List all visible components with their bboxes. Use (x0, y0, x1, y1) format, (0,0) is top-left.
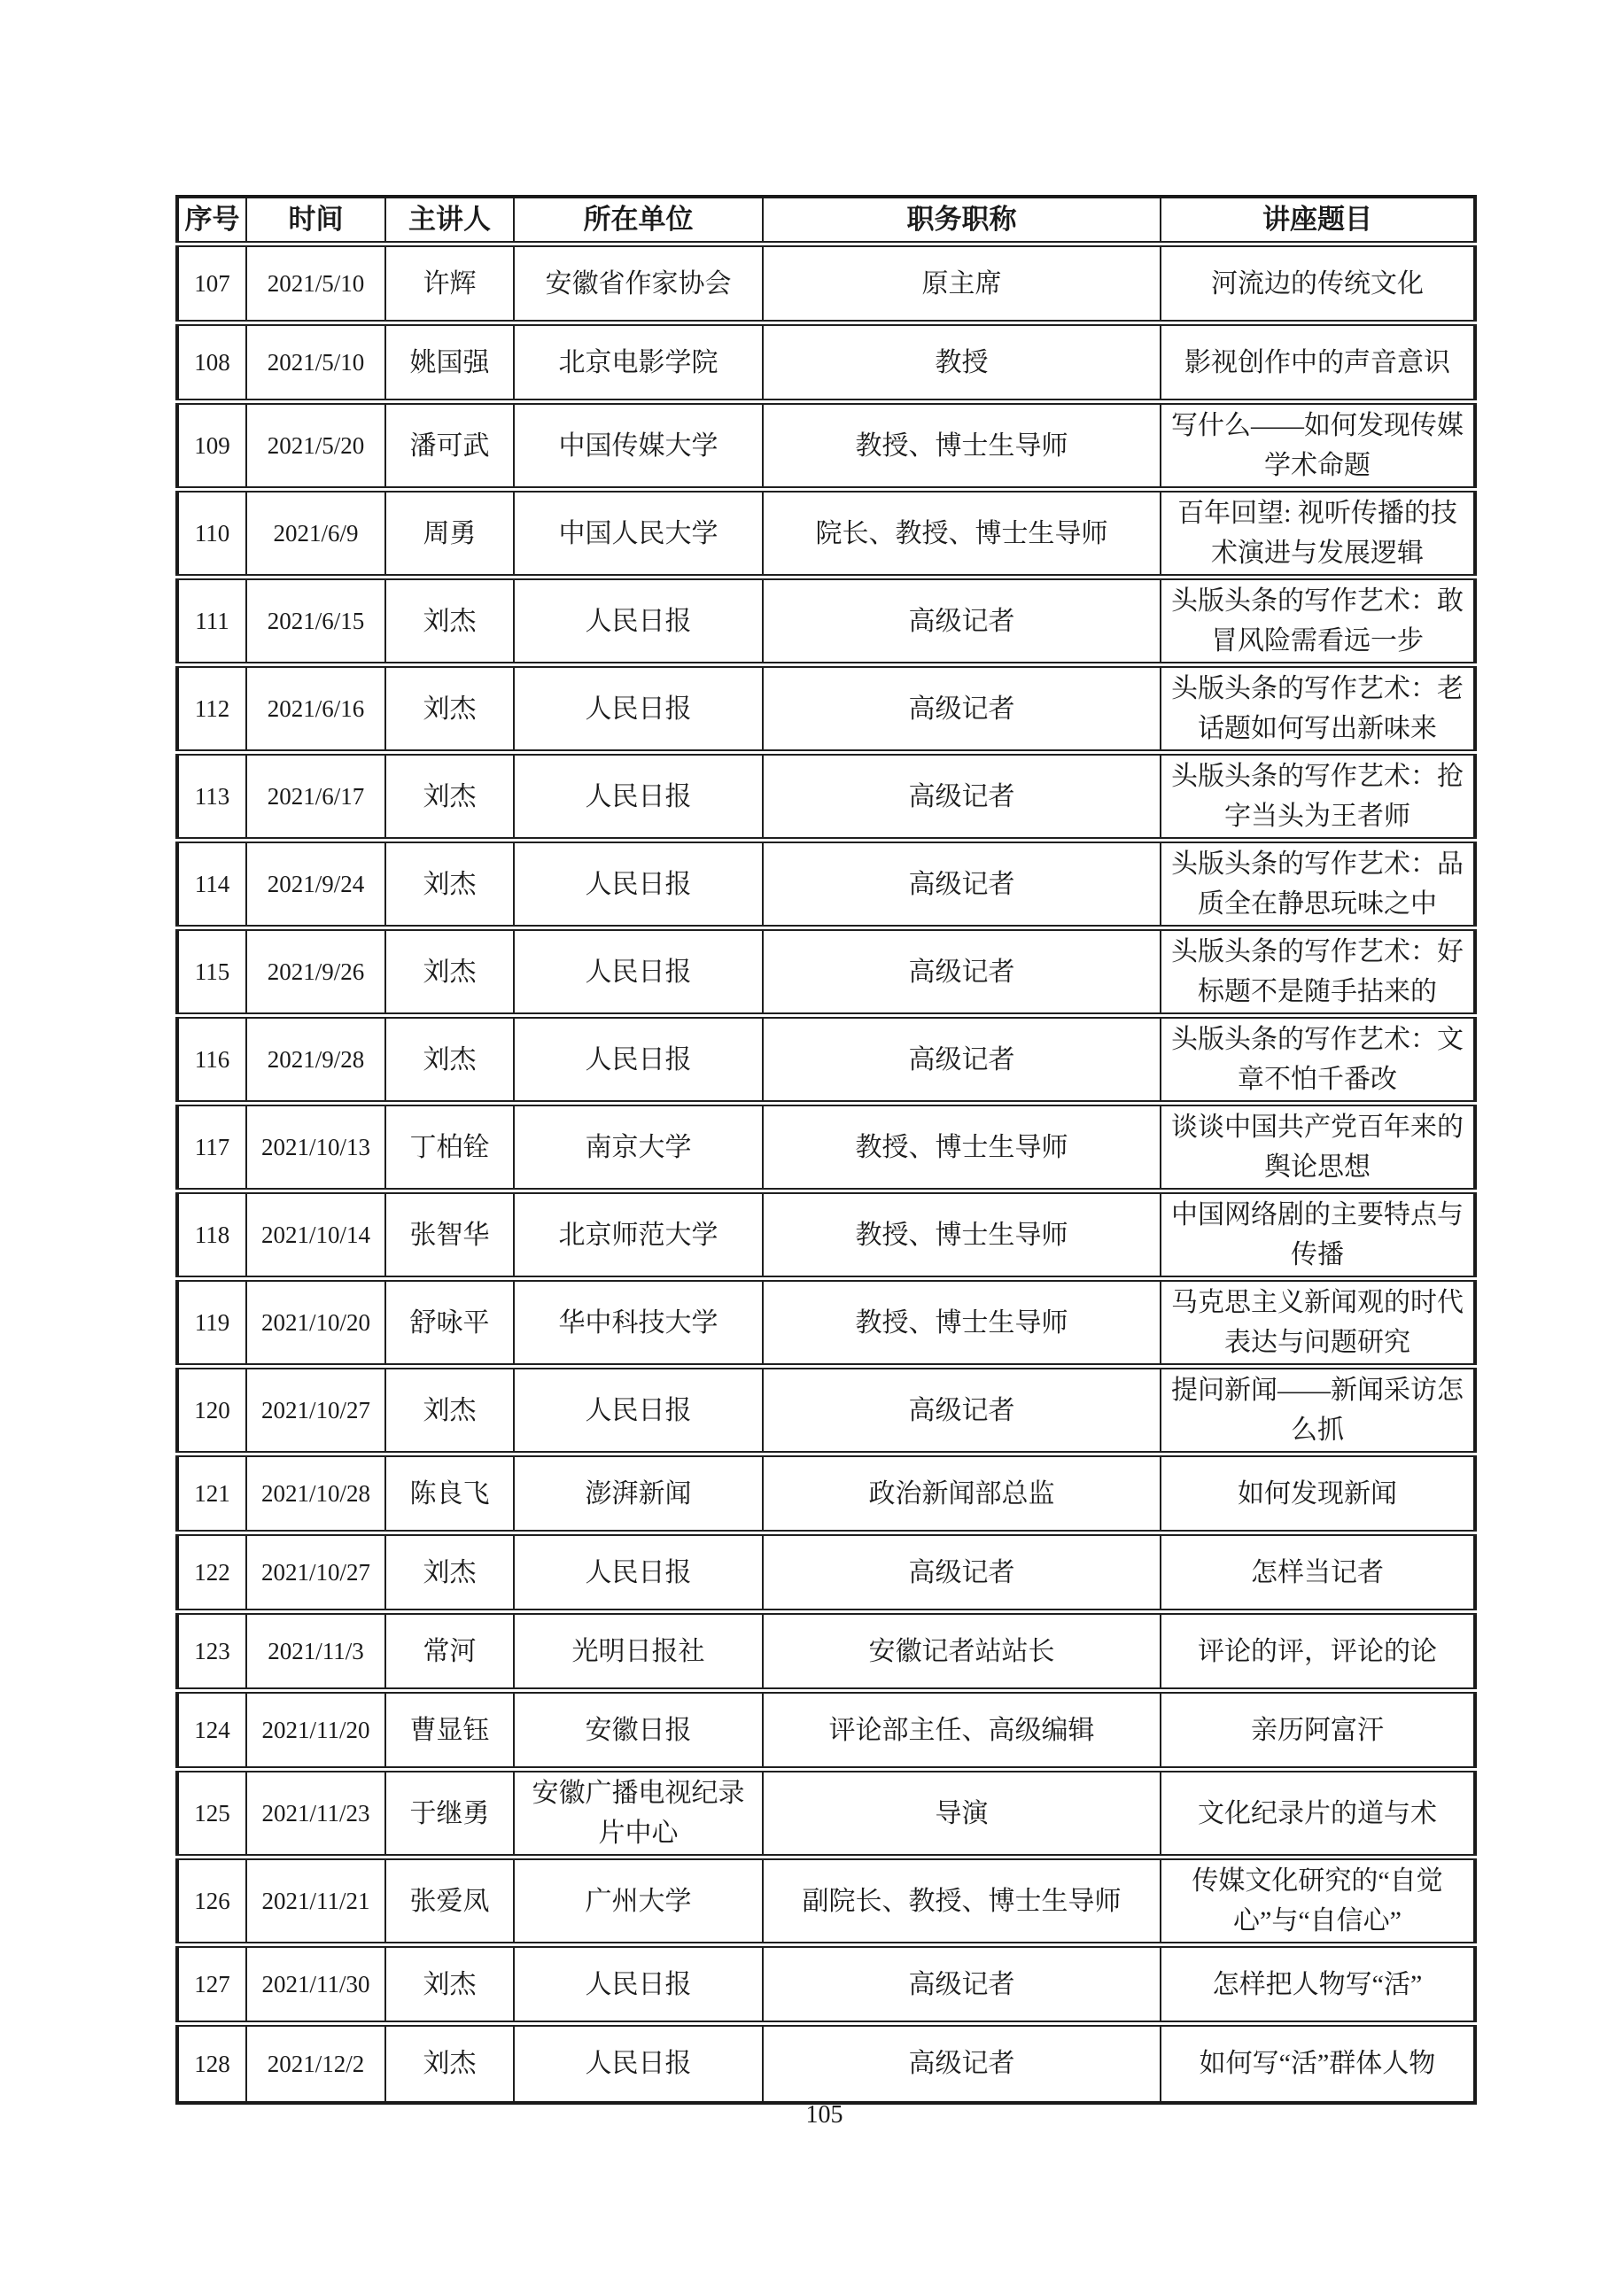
table-row (177, 665, 1475, 753)
cell-lecture-topic: 影视创作中的声音意识 (1161, 323, 1475, 402)
table-row (177, 2024, 1475, 2103)
cell-speaker: 刘杰 (385, 841, 514, 928)
table-row (177, 928, 1475, 1016)
cell-date: 2021/11/23 (246, 1770, 385, 1858)
table-row (177, 1367, 1475, 1454)
header-speaker: 主讲人 (385, 197, 514, 244)
cell-date: 2021/5/20 (246, 402, 385, 490)
cell-organization: 北京电影学院 (514, 323, 763, 402)
cell-position-title: 高级记者 (763, 2024, 1161, 2103)
cell-serial-number: 116 (177, 1016, 246, 1104)
cell-date: 2021/9/24 (246, 841, 385, 928)
cell-serial-number: 113 (177, 753, 246, 841)
cell-speaker: 刘杰 (385, 1367, 514, 1454)
cell-position-title: 教授、博士生导师 (763, 402, 1161, 490)
cell-organization: 人民日报 (514, 578, 763, 665)
lecture-table (175, 195, 1477, 2105)
cell-speaker: 许辉 (385, 244, 514, 323)
cell-lecture-topic: 谈谈中国共产党百年来的舆论思想 (1161, 1104, 1475, 1191)
cell-speaker: 刘杰 (385, 1016, 514, 1104)
cell-serial-number: 128 (177, 2024, 246, 2103)
table-row (177, 578, 1475, 665)
cell-serial-number: 122 (177, 1533, 246, 1612)
cell-serial-number: 121 (177, 1454, 246, 1533)
cell-organization: 人民日报 (514, 665, 763, 753)
cell-speaker: 于继勇 (385, 1770, 514, 1858)
cell-speaker: 周勇 (385, 490, 514, 578)
cell-serial-number: 117 (177, 1104, 246, 1191)
cell-speaker: 张智华 (385, 1191, 514, 1279)
cell-speaker: 常河 (385, 1612, 514, 1691)
table-row (177, 1858, 1475, 1945)
table-header-row (177, 197, 1475, 244)
cell-organization: 人民日报 (514, 753, 763, 841)
cell-organization: 澎湃新闻 (514, 1454, 763, 1533)
cell-position-title: 教授、博士生导师 (763, 1191, 1161, 1279)
cell-position-title: 院长、教授、博士生导师 (763, 490, 1161, 578)
cell-lecture-topic: 马克思主义新闻观的时代表达与问题研究 (1161, 1279, 1475, 1367)
lecture-table-container (175, 195, 1477, 2105)
cell-organization: 人民日报 (514, 1533, 763, 1612)
cell-lecture-topic: 头版头条的写作艺术：敢冒风险需看远一步 (1161, 578, 1475, 665)
cell-speaker: 曹显钰 (385, 1691, 514, 1770)
cell-organization: 人民日报 (514, 2024, 763, 2103)
cell-organization: 广州大学 (514, 1858, 763, 1945)
cell-lecture-topic: 头版头条的写作艺术：抢字当头为王者师 (1161, 753, 1475, 841)
cell-serial-number: 110 (177, 490, 246, 578)
cell-position-title: 高级记者 (763, 928, 1161, 1016)
header-organization: 所在单位 (514, 197, 763, 244)
table-row (177, 402, 1475, 490)
cell-position-title: 教授 (763, 323, 1161, 402)
cell-date: 2021/5/10 (246, 323, 385, 402)
table-row (177, 1104, 1475, 1191)
cell-lecture-topic: 怎样把人物写“活” (1161, 1945, 1475, 2024)
cell-serial-number: 120 (177, 1367, 246, 1454)
cell-position-title: 高级记者 (763, 1945, 1161, 2024)
cell-speaker: 刘杰 (385, 1533, 514, 1612)
cell-organization: 人民日报 (514, 841, 763, 928)
cell-serial-number: 119 (177, 1279, 246, 1367)
cell-organization: 中国人民大学 (514, 490, 763, 578)
cell-serial-number: 112 (177, 665, 246, 753)
cell-position-title: 副院长、教授、博士生导师 (763, 1858, 1161, 1945)
cell-serial-number: 127 (177, 1945, 246, 2024)
table-row (177, 1612, 1475, 1691)
cell-lecture-topic: 中国网络剧的主要特点与传播 (1161, 1191, 1475, 1279)
cell-organization: 人民日报 (514, 1367, 763, 1454)
cell-lecture-topic: 头版头条的写作艺术：品质全在静思玩味之中 (1161, 841, 1475, 928)
cell-speaker: 刘杰 (385, 1945, 514, 2024)
cell-organization: 华中科技大学 (514, 1279, 763, 1367)
cell-date: 2021/10/20 (246, 1279, 385, 1367)
cell-date: 2021/6/15 (246, 578, 385, 665)
table-row (177, 244, 1475, 323)
header-position-title: 职务职称 (763, 197, 1161, 244)
cell-position-title: 高级记者 (763, 1367, 1161, 1454)
cell-position-title: 原主席 (763, 244, 1161, 323)
cell-lecture-topic: 文化纪录片的道与术 (1161, 1770, 1475, 1858)
cell-date: 2021/6/9 (246, 490, 385, 578)
cell-position-title: 高级记者 (763, 841, 1161, 928)
cell-lecture-topic: 评论的评，评论的论 (1161, 1612, 1475, 1691)
table-row (177, 1770, 1475, 1858)
page-number: 105 (805, 2101, 843, 2129)
cell-organization: 安徽广播电视纪录片中心 (514, 1770, 763, 1858)
cell-date: 2021/11/3 (246, 1612, 385, 1691)
cell-date: 2021/10/27 (246, 1367, 385, 1454)
cell-organization: 人民日报 (514, 928, 763, 1016)
cell-date: 2021/11/30 (246, 1945, 385, 2024)
table-row (177, 1533, 1475, 1612)
header-serial-number: 序号 (177, 197, 246, 244)
cell-speaker: 丁柏铨 (385, 1104, 514, 1191)
cell-serial-number: 114 (177, 841, 246, 928)
cell-lecture-topic: 头版头条的写作艺术：文章不怕千番改 (1161, 1016, 1475, 1104)
cell-position-title: 教授、博士生导师 (763, 1104, 1161, 1191)
cell-serial-number: 109 (177, 402, 246, 490)
header-lecture-topic: 讲座题目 (1161, 197, 1475, 244)
cell-speaker: 刘杰 (385, 928, 514, 1016)
cell-lecture-topic: 怎样当记者 (1161, 1533, 1475, 1612)
cell-lecture-topic: 传媒文化研究的“自觉心”与“自信心” (1161, 1858, 1475, 1945)
cell-speaker: 刘杰 (385, 665, 514, 753)
table-row (177, 1191, 1475, 1279)
cell-organization: 光明日报社 (514, 1612, 763, 1691)
cell-serial-number: 108 (177, 323, 246, 402)
cell-organization: 北京师范大学 (514, 1191, 763, 1279)
table-header (177, 197, 1475, 244)
cell-speaker: 刘杰 (385, 753, 514, 841)
cell-position-title: 导演 (763, 1770, 1161, 1858)
cell-lecture-topic: 百年回望: 视听传播的技术演进与发展逻辑 (1161, 490, 1475, 578)
cell-position-title: 安徽记者站站长 (763, 1612, 1161, 1691)
cell-lecture-topic: 如何写“活”群体人物 (1161, 2024, 1475, 2103)
cell-organization: 安徽日报 (514, 1691, 763, 1770)
cell-speaker: 陈良飞 (385, 1454, 514, 1533)
cell-date: 2021/12/2 (246, 2024, 385, 2103)
table-row (177, 1016, 1475, 1104)
cell-lecture-topic: 提问新闻——新闻采访怎么抓 (1161, 1367, 1475, 1454)
cell-serial-number: 111 (177, 578, 246, 665)
cell-position-title: 高级记者 (763, 1016, 1161, 1104)
cell-organization: 南京大学 (514, 1104, 763, 1191)
table-row (177, 753, 1475, 841)
cell-date: 2021/11/20 (246, 1691, 385, 1770)
table-row (177, 323, 1475, 402)
cell-date: 2021/6/17 (246, 753, 385, 841)
table-body (177, 244, 1475, 2103)
table-row (177, 490, 1475, 578)
cell-date: 2021/9/28 (246, 1016, 385, 1104)
cell-serial-number: 124 (177, 1691, 246, 1770)
cell-date: 2021/5/10 (246, 244, 385, 323)
cell-lecture-topic: 亲历阿富汗 (1161, 1691, 1475, 1770)
cell-date: 2021/10/27 (246, 1533, 385, 1612)
cell-speaker: 刘杰 (385, 2024, 514, 2103)
cell-position-title: 教授、博士生导师 (763, 1279, 1161, 1367)
cell-organization: 人民日报 (514, 1945, 763, 2024)
cell-position-title: 高级记者 (763, 753, 1161, 841)
cell-date: 2021/6/16 (246, 665, 385, 753)
cell-serial-number: 115 (177, 928, 246, 1016)
cell-organization: 人民日报 (514, 1016, 763, 1104)
table-row (177, 841, 1475, 928)
cell-serial-number: 118 (177, 1191, 246, 1279)
header-time: 时间 (246, 197, 385, 244)
cell-date: 2021/11/21 (246, 1858, 385, 1945)
cell-speaker: 舒咏平 (385, 1279, 514, 1367)
cell-lecture-topic: 头版头条的写作艺术：好标题不是随手拈来的 (1161, 928, 1475, 1016)
cell-date: 2021/10/14 (246, 1191, 385, 1279)
cell-position-title: 高级记者 (763, 665, 1161, 753)
cell-date: 2021/10/13 (246, 1104, 385, 1191)
table-row (177, 1945, 1475, 2024)
cell-date: 2021/10/28 (246, 1454, 385, 1533)
cell-position-title: 政治新闻部总监 (763, 1454, 1161, 1533)
cell-serial-number: 126 (177, 1858, 246, 1945)
cell-serial-number: 125 (177, 1770, 246, 1858)
cell-serial-number: 123 (177, 1612, 246, 1691)
table-row (177, 1454, 1475, 1533)
cell-speaker: 姚国强 (385, 323, 514, 402)
cell-lecture-topic: 河流边的传统文化 (1161, 244, 1475, 323)
table-row (177, 1691, 1475, 1770)
cell-speaker: 张爱凤 (385, 1858, 514, 1945)
cell-lecture-topic: 写什么——如何发现传媒学术命题 (1161, 402, 1475, 490)
cell-position-title: 高级记者 (763, 1533, 1161, 1612)
cell-serial-number: 107 (177, 244, 246, 323)
cell-speaker: 潘可武 (385, 402, 514, 490)
cell-lecture-topic: 如何发现新闻 (1161, 1454, 1475, 1533)
cell-organization: 安徽省作家协会 (514, 244, 763, 323)
cell-date: 2021/9/26 (246, 928, 385, 1016)
cell-organization: 中国传媒大学 (514, 402, 763, 490)
cell-speaker: 刘杰 (385, 578, 514, 665)
table-row (177, 1279, 1475, 1367)
cell-position-title: 高级记者 (763, 578, 1161, 665)
cell-position-title: 评论部主任、高级编辑 (763, 1691, 1161, 1770)
cell-lecture-topic: 头版头条的写作艺术：老话题如何写出新味来 (1161, 665, 1475, 753)
